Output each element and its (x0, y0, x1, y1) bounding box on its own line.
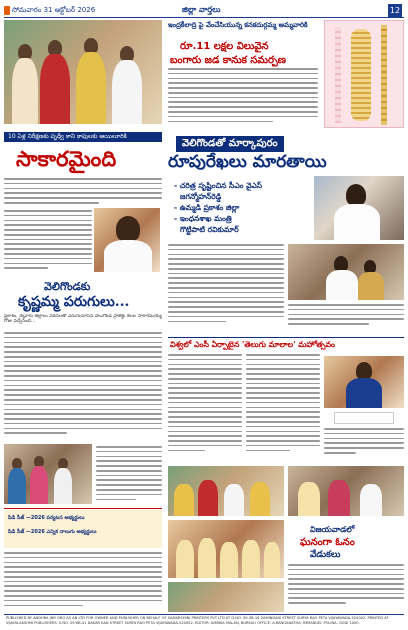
cultural-event-photo-2 (288, 466, 404, 516)
center-bullet-5: గొట్టిపాటి రవికుమార్ (180, 225, 239, 234)
left-subtitle: కృష్ణమ్మ పరుగులు... (18, 294, 130, 310)
feature-divider (168, 337, 404, 338)
feature-col-2 (246, 354, 320, 462)
paper-logo-icon (4, 6, 10, 15)
golden-braid-photo (324, 20, 404, 128)
newspaper-page (4, 4, 404, 626)
imprint-footer: PUBLISHED BY ANDHRA JNR ORG AS AN LTD FOR OWNER AND PUBLISHER ON BEHALF OF SAMARSHINI PRINTERS PVT LTD AT D.NO. 39-3B-16 ZAMINDARI STREET SURYA RAO PETA VIJAYAWADA-520002. PRINTED AT VIJAYALAKSHMI PUBLISHERS. S.NO. 29-6B-41 DAKAR KAN STREET SURYA RAO PETA VIJAYAWADA-520002. EDITOR: AMBIKA MALAN, BUREAU OFFICE: A.RANGANATHA, IMMANUEL POLINA. GODI 1000. (4, 614, 404, 626)
center-kicker: వెలిగొండతో మార్కాపురం (176, 136, 284, 152)
masthead (4, 4, 404, 18)
feature-col-3 (324, 428, 404, 462)
feature-headline: విశ్వలో ఎంసీ ఏర్పాటైన 'తెలుగు మాలాల' మహోత్సవం (170, 340, 335, 349)
left-bottom-text (96, 446, 162, 504)
center-title: రూపురేఖలు మారతాయి (168, 152, 327, 172)
left-story-column-text (4, 332, 162, 442)
cultural-event-photo-1 (168, 466, 284, 516)
page-number: 12 (389, 6, 401, 15)
onam-title-3: వేడుకలు (310, 550, 341, 560)
top-story-headline-1: ఇంద్రకీలాద్రి పై వేంచేసియున్న కనకదుర్గమ్మ అమ్మవారికి (168, 21, 308, 29)
university-badge (334, 412, 394, 424)
ad-line-1: పిడి సీజ్ —2026 పర్యటన అభ్యర్థులు (8, 515, 85, 521)
center-bullet-3: - ఉమ్మడి ప్రకాశం జిల్లా (174, 203, 240, 212)
ad-divider (4, 508, 162, 509)
speaker-photo (324, 356, 404, 408)
center-bullet-4: - ఇంధనశాఖ మంత్రి (174, 214, 232, 223)
center-bullet-1: - చరిత్ర సృష్టించిన సీఎం వైఎస్ (174, 181, 263, 190)
onam-dance-photo (168, 520, 284, 578)
politician-portrait (94, 208, 160, 272)
left-column-bottom-text (4, 552, 162, 612)
onam-pookalam-photo (168, 582, 284, 612)
left-story-body (4, 210, 92, 274)
left-story-title: సాకారమైంది (16, 146, 117, 171)
center-column-text-1 (168, 244, 284, 334)
feature-col-1 (168, 354, 242, 462)
left-lede: ప్రకాశం, నెల్లూరు జిల్లాలు వరదలతో ఎదురుచూసిన వెలుగొండ ప్రాజెక్టు కలల సాకారమయ్యే రోజు వచ్చేసింది... (4, 314, 162, 325)
left-story-intro (4, 178, 162, 208)
center-column-text-2 (288, 304, 404, 334)
event-stage-photo (288, 244, 404, 300)
left-kicker: వెలిగొండకు (44, 280, 91, 293)
top-story-headline-3: బంగారు జడ కానుక సమర్పణ (170, 55, 287, 66)
issue-date: సోమవారం 31 అక్టోబర్ 2026 (12, 6, 96, 14)
top-story-body (168, 68, 318, 124)
ad-line-2: పిడి సీజ్ —2026 ఎన్నిక నాలుగు అభ్యర్థులు (8, 529, 97, 535)
top-story-headline-2: రూ.11 లక్షల విలువైన (180, 41, 269, 52)
section-title: జిల్లా వార్తలు (182, 5, 221, 14)
crowd-photo (4, 444, 92, 504)
temple-group-photo (4, 20, 162, 124)
center-bullet-2: జగన్మోహన్‌రెడ్డి (180, 192, 222, 201)
onam-title-1: విజయవాడలో (310, 524, 355, 534)
onam-story-text (288, 564, 404, 612)
minister-photo (314, 176, 404, 240)
left-story-banner: 10 ఏళ్ల నిరీక్షణకు పృధ్వీ కాని కాపులకు ఆయిలూరికి (4, 132, 162, 142)
onam-title-2: ఘనంగా ఓనం (300, 537, 355, 548)
